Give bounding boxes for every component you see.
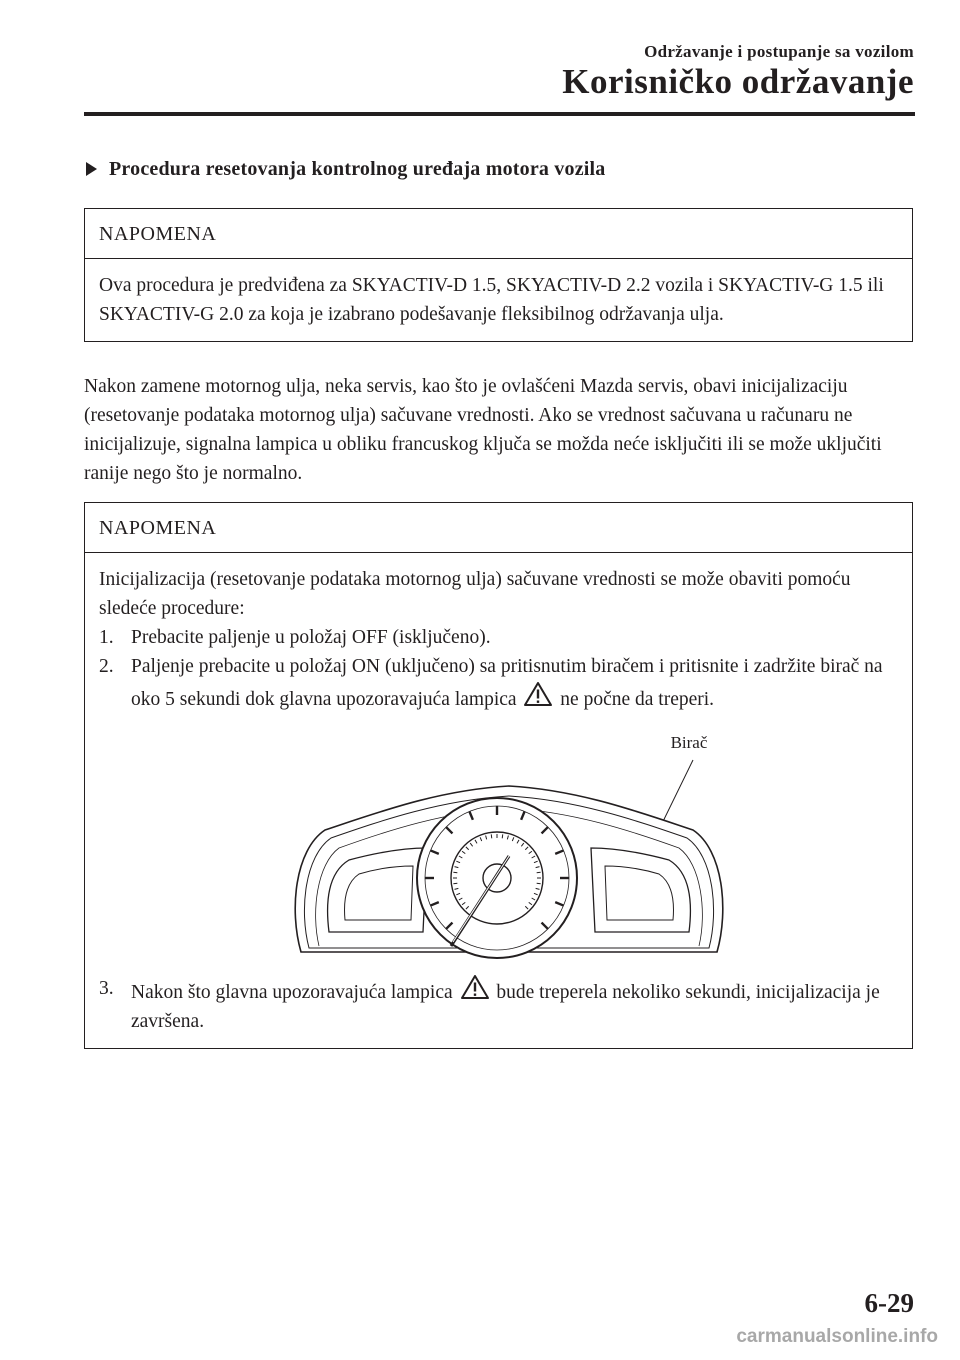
body-paragraph: Nakon zamene motornog ulja, neka servis, kao što je ovlašćeni Mazda servis, obavi inicijalizaciju (resetovanje podataka motornog ulja) sačuvane vrednosti. Ako se vrednost sačuvana u računaru ne inicijalizuje, signalna lampica u obliku francuskog ključa se možda neće isključiti ili se može uključiti ranije nego što je normalno. xyxy=(84,376,882,484)
triangle-bullet-icon xyxy=(86,162,97,176)
note-title: NAPOMENA xyxy=(85,209,912,259)
gauge-minor-tick xyxy=(453,883,457,884)
step-text: Nakon što glavna upozoravajuća lampica xyxy=(131,982,453,1003)
note-box-2 xyxy=(84,502,913,1049)
header-chapter-title: Korisničko održavanje xyxy=(562,62,914,101)
birac-label: Birač xyxy=(670,733,707,752)
gauge-minor-tick xyxy=(453,872,457,873)
subheading-text: Procedura resetovanja kontrolnog uređaja motora vozila xyxy=(109,158,606,180)
gauge-minor-tick xyxy=(502,834,503,838)
step-text: Paljenje prebacite u položaj ON (uključeno) sa pritisnutim biračem i pritisnite i zadržite birač na oko 5 sekundi dok glavna upozoravajuća lampica xyxy=(131,656,883,710)
step-2 xyxy=(99,652,898,714)
step-text-continued: ne počne da treperi. xyxy=(560,689,715,710)
note-body: Ova procedura je predviđena za SKYACTIV-D 1.5, SKYACTIV-D 2.2 vozila i SKYACTIV-G 1.5 ili SKYACTIV-G 2.0 za koja je izabrano podešavanje fleksibilnog održavanja ulja. xyxy=(99,275,884,325)
page-number: 6-29 xyxy=(864,1288,914,1318)
step-number: 3. xyxy=(99,978,114,999)
note-body xyxy=(85,553,912,1048)
note-box-1 xyxy=(84,208,913,342)
step-number: 1. xyxy=(99,627,114,648)
step-text-continued: bude treperela nekoliko sekundi, inicijalizacija je završena. xyxy=(131,982,880,1032)
step-text: Prebacite paljenje u položaj OFF (isključeno). xyxy=(131,627,491,648)
header-section-title: Održavanje i postupanje sa vozilom xyxy=(644,42,914,61)
gauge-minor-tick xyxy=(536,872,540,873)
gauge-minor-tick xyxy=(536,883,540,884)
step-1 xyxy=(99,623,898,652)
step-number: 2. xyxy=(99,656,114,677)
warning-triangle-icon xyxy=(523,681,553,707)
instrument-cluster-figure xyxy=(259,720,739,966)
note-intro: Inicijalizacija (resetovanje podataka motornog ulja) sačuvane vrednosti se može obaviti pomoću sledeće procedure: xyxy=(99,569,851,619)
gauge-minor-tick xyxy=(491,834,492,838)
header-rule xyxy=(84,112,915,116)
watermark: carmanualsonline.info xyxy=(736,1326,938,1347)
subheading xyxy=(86,158,606,181)
step-3 xyxy=(99,974,898,1036)
warning-triangle-icon xyxy=(460,974,490,1000)
note-title: NAPOMENA xyxy=(85,503,912,553)
